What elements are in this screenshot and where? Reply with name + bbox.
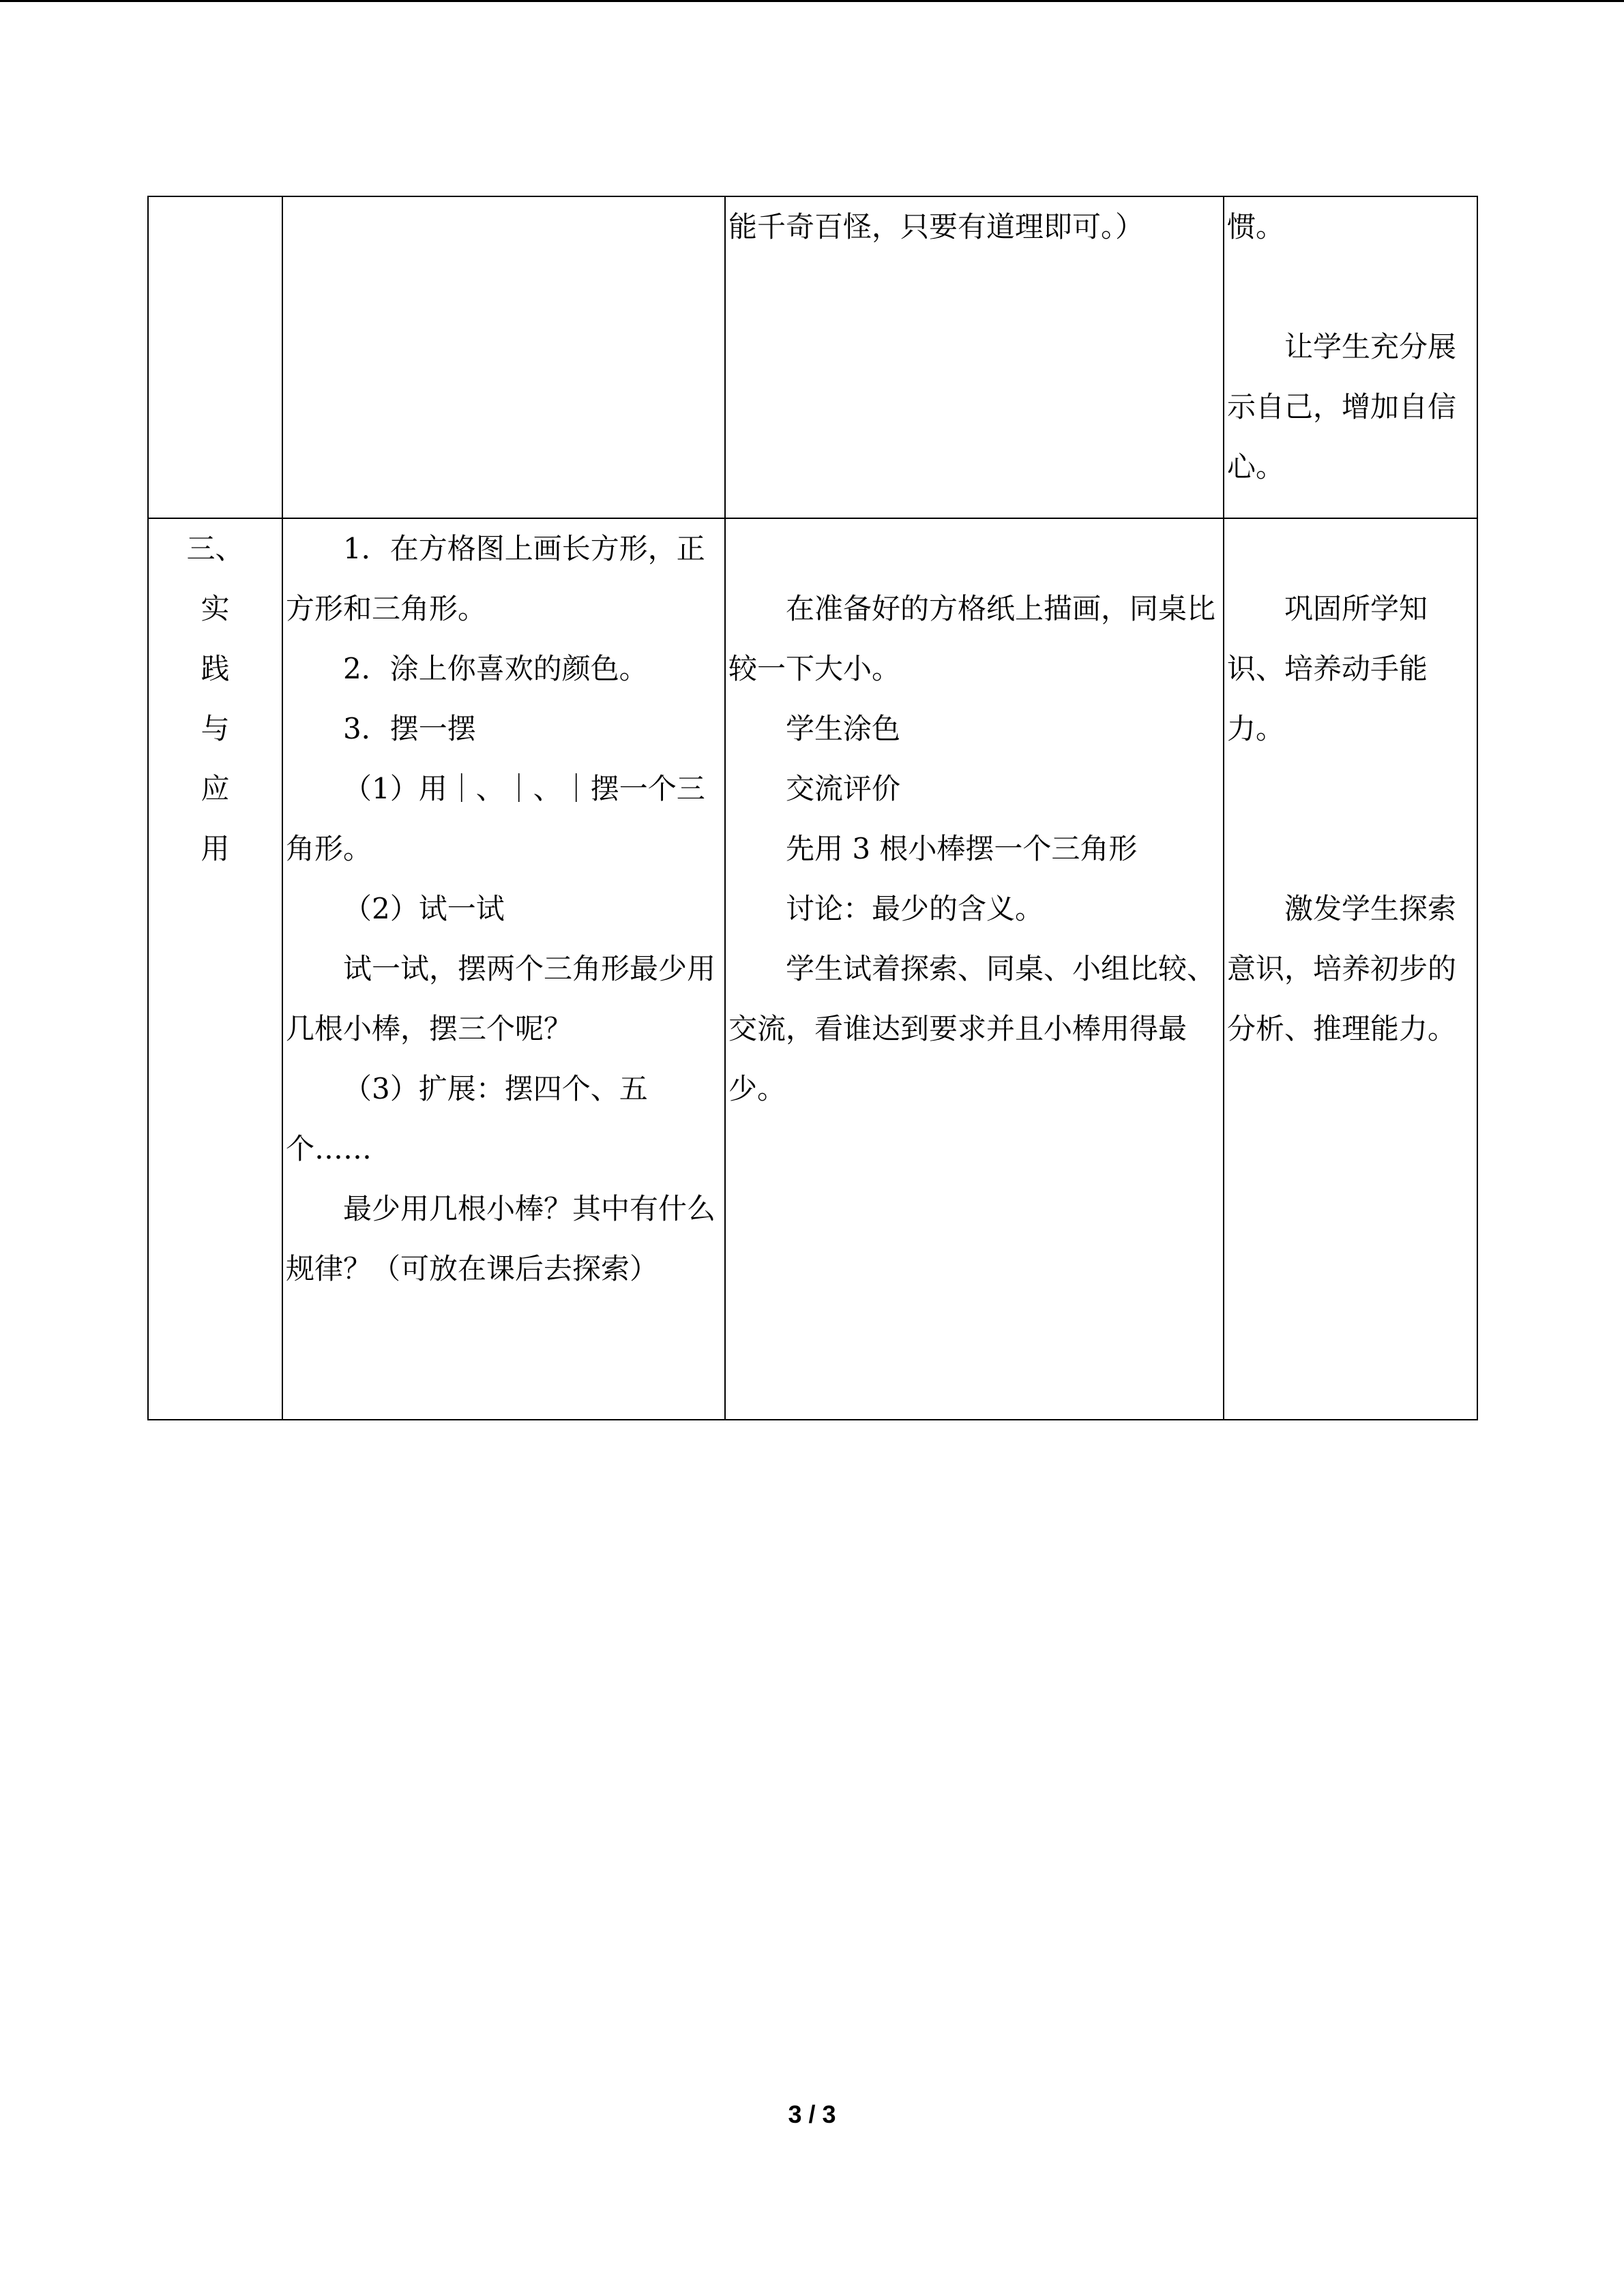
content-paragraph-4: （1）用｜、｜、｜摆一个三角形。 <box>286 772 705 865</box>
content-paragraph-5: （2）试一试 <box>343 892 505 925</box>
row1-intent-line-2: 让学生充分展示自己，增加自信心。 <box>1227 330 1457 483</box>
table-row-1 <box>148 196 1477 518</box>
section-char-4: 与 <box>201 712 230 745</box>
row2-student-activity-cell <box>725 518 1224 1420</box>
top-border-line <box>0 0 1624 2</box>
content-paragraph-2: 2．涂上你喜欢的颜色。 <box>343 652 648 685</box>
section-char-5: 应 <box>201 772 230 805</box>
row1-intent-line-1: 惯。 <box>1227 210 1285 243</box>
section-char-2: 实 <box>201 592 230 625</box>
row2-content-cell <box>282 518 725 1420</box>
row1-student-activity-cell <box>725 196 1224 518</box>
section-char-3: 践 <box>201 652 230 685</box>
student-activity-paragraph-3: 交流评价 <box>786 772 901 805</box>
row1-student-activity-text: 能千奇百怪，只要有道理即可。） <box>728 210 1145 243</box>
row2-section-cell <box>148 518 282 1420</box>
table-row-2 <box>148 518 1477 1420</box>
design-intent-paragraph-1: 巩固所学知识、培养动手能力。 <box>1227 592 1428 745</box>
content-paragraph-3: 3．摆一摆 <box>343 712 476 745</box>
content-paragraph-6: 试一试，摆两个三角形最少用几根小棒，摆三个呢？ <box>286 952 716 1045</box>
page-number: 3 / 3 <box>788 2100 836 2128</box>
section-char-6: 用 <box>201 832 230 865</box>
design-intent-paragraph-2: 激发学生探索意识，培养初步的分析、推理能力。 <box>1227 892 1457 1045</box>
student-activity-paragraph-6: 学生试着探索、同桌、小组比较、交流，看谁达到要求并且小棒用得最少。 <box>728 952 1216 1105</box>
student-activity-paragraph-4: 先用 3 根小棒摆一个三角形 <box>786 832 1138 865</box>
student-activity-paragraph-2: 学生涂色 <box>786 712 901 745</box>
section-char-1: 三、 <box>186 532 244 565</box>
content-paragraph-7: （3）扩展：摆四个、五个…… <box>286 1072 648 1165</box>
row2-design-intent-cell <box>1224 518 1477 1420</box>
row1-intent-spacer <box>1227 257 1474 317</box>
row1-design-intent-cell <box>1224 196 1477 518</box>
row1-section-cell <box>148 196 282 518</box>
content-paragraph-8: 最少用几根小棒？其中有什么规律？（可放在课后去探索） <box>286 1192 716 1285</box>
content-paragraph-1: 1．在方格图上画长方形，正方形和三角形。 <box>286 532 705 625</box>
student-activity-paragraph-1: 在准备好的方格纸上描画，同桌比较一下大小。 <box>728 592 1216 685</box>
row1-content-cell <box>282 196 725 518</box>
student-activity-paragraph-5: 讨论：最少的含义。 <box>786 892 1044 925</box>
lesson-plan-table <box>147 196 1478 1420</box>
